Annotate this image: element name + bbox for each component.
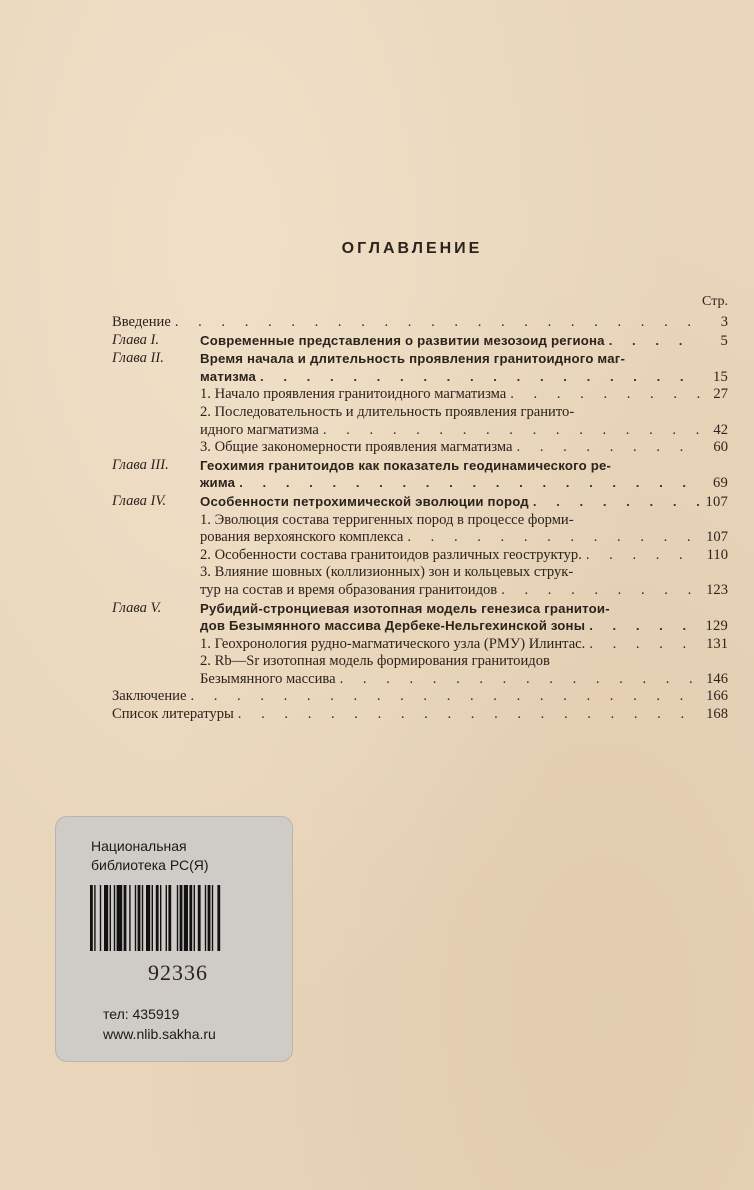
toc-leader-dots <box>239 474 702 492</box>
toc-entry-title: Введение <box>112 314 171 330</box>
toc-page-number: 123 <box>706 581 728 598</box>
table-of-contents <box>112 314 728 724</box>
toc-leader-dots <box>501 582 702 600</box>
toc-leader-dots <box>533 493 702 511</box>
toc-entry-title: жима <box>200 475 236 491</box>
toc-entry-title: Рубидий-стронциевая изотопная модель генезиса гранитои- <box>200 600 610 616</box>
toc-leader-dots <box>323 422 702 440</box>
barcode <box>90 885 276 951</box>
barcode-bar <box>152 885 153 951</box>
toc-entry-title: Заключение <box>112 688 187 705</box>
toc-page-number: 42 <box>713 421 728 438</box>
barcode-bar <box>184 885 188 951</box>
toc-entry-title: Геохимия гранитоидов как показатель геодинамического ре- <box>200 457 612 473</box>
barcode-bar <box>198 885 201 951</box>
toc-entry <box>112 653 728 688</box>
toc-entry <box>112 688 728 706</box>
barcode-bar <box>194 885 195 951</box>
toc-entry <box>112 564 728 599</box>
toc-leader-dots <box>340 671 702 689</box>
toc-page-number: 5 <box>720 332 728 349</box>
toc-entry-title: 3. Общие закономерности проявления магматизма <box>200 439 513 456</box>
barcode-bar <box>189 885 192 951</box>
toc-page-number: 146 <box>706 670 728 687</box>
pages-column-label: Стр. <box>702 294 728 309</box>
toc-entry <box>112 600 728 636</box>
toc-chapter-label: Глава III. <box>112 456 169 473</box>
barcode-bar <box>94 885 95 951</box>
toc-entry-title: Список литературы <box>112 706 234 723</box>
library-name-line1: Национальная <box>91 838 187 854</box>
toc-entry <box>112 512 728 547</box>
toc-entry <box>112 706 728 724</box>
toc-entry-title: 1. Эволюция состава терригенных пород в процессе форми- <box>200 511 574 528</box>
toc-page-number: 110 <box>706 546 728 563</box>
toc-entry-title: 2. Последовательность и длительность проявления гранито- <box>200 403 575 420</box>
toc-entry-title: матизма <box>200 368 257 384</box>
toc-entry <box>112 457 728 493</box>
toc-entry-title: рования верхоянского комплекса <box>200 529 404 546</box>
toc-chapter-label: Глава V. <box>112 599 162 616</box>
toc-leader-dots <box>609 332 702 350</box>
toc-chapter-label: Глава II. <box>112 350 164 367</box>
barcode-bar <box>212 885 213 951</box>
toc-entry <box>112 332 728 351</box>
barcode-bar <box>110 885 111 951</box>
barcode-bar <box>205 885 206 951</box>
toc-entry-title: Современные представления о развитии мезозоид региона <box>200 332 605 348</box>
barcode-bar <box>217 885 220 951</box>
barcode-bar <box>146 885 150 951</box>
toc-entry-title: тур на состав и время образования гранитоидов <box>200 581 498 598</box>
toc-entry <box>112 386 728 404</box>
toc-entry <box>112 439 728 457</box>
toc-entry <box>112 547 728 565</box>
toc-leader-dots <box>589 636 702 654</box>
toc-page-number: 15 <box>713 368 728 385</box>
toc-entry <box>112 404 728 439</box>
toc-chapter-label: Глава I. <box>112 331 160 348</box>
barcode-bar <box>100 885 101 951</box>
barcode-bar <box>160 885 161 951</box>
toc-entry-title: 3. Влияние шовных (коллизионных) зон и кольцевых струк- <box>200 564 574 581</box>
barcode-number: 92336 <box>148 960 208 985</box>
library-website: www.nlib.sakha.ru <box>103 1026 216 1042</box>
toc-chapter-label: Глава IV. <box>112 492 167 509</box>
toc-entry <box>112 350 728 386</box>
toc-leader-dots <box>510 386 702 404</box>
toc-page-number: 69 <box>713 475 728 492</box>
barcode-bar <box>168 885 171 951</box>
barcode-bar <box>90 885 93 951</box>
library-name-line2: библиотека РС(Я) <box>91 857 209 873</box>
barcode-bar <box>177 885 178 951</box>
toc-page-number: 131 <box>706 635 728 652</box>
barcode-bar <box>156 885 159 951</box>
toc-leader-dots <box>589 617 701 635</box>
toc-leader-dots <box>260 368 702 386</box>
toc-leader-dots <box>586 547 702 565</box>
toc-entry <box>112 314 728 332</box>
barcode-bar <box>129 885 130 951</box>
toc-entry-title: идного магматизма <box>200 421 319 438</box>
toc-entry-title: Безымянного массива <box>200 670 336 687</box>
barcode-bar <box>124 885 127 951</box>
barcode-bar <box>166 885 167 951</box>
toc-page-number: 129 <box>705 618 728 635</box>
toc-page-number: 168 <box>706 706 728 723</box>
toc-page-number: 3 <box>720 314 728 330</box>
toc-page-number: 27 <box>713 386 728 403</box>
barcode-bar <box>142 885 143 951</box>
toc-entry-title: Особенности петрохимической эволюции пород <box>200 493 529 509</box>
toc-entry-title: 2. Особенности состава гранитоидов различных геоструктур. <box>200 546 582 563</box>
toc-entry-title: Время начала и длительность проявления гранитоидного маг- <box>200 351 626 367</box>
toc-entry-title: 2. Rb—Sr изотопная модель формирования гранитоидов <box>200 653 550 670</box>
barcode-bar <box>180 885 183 951</box>
toc-leader-dots <box>238 706 702 724</box>
toc-entry <box>112 636 728 654</box>
barcode-bar <box>104 885 108 951</box>
barcode-bar <box>114 885 115 951</box>
toc-page-number: 166 <box>706 688 728 705</box>
toc-page-number: 60 <box>713 439 728 456</box>
toc-leader-dots <box>517 439 702 457</box>
toc-entry <box>112 493 728 512</box>
toc-page-number: 107 <box>705 493 728 510</box>
library-phone: тел: 435919 <box>103 1006 180 1022</box>
barcode-bar <box>135 885 136 951</box>
toc-entry-title: дов Безымянного массива Дербеке-Нельгехинской зоны <box>200 618 586 634</box>
barcode-bar <box>138 885 141 951</box>
toc-leader-dots <box>175 314 702 332</box>
toc-entry-title: 1. Геохронология рудно-магматического узла (РМУ) Илинтас. <box>200 635 586 652</box>
page-title: ОГЛАВЛЕНИЕ <box>341 240 483 257</box>
toc-leader-dots <box>407 529 702 547</box>
barcode-bar <box>208 885 211 951</box>
library-name <box>91 837 281 875</box>
toc-page-number: 107 <box>706 529 728 546</box>
toc-entry-title: 1. Начало проявления гранитоидного магматизма <box>200 386 507 403</box>
barcode-bar <box>117 885 123 951</box>
toc-leader-dots <box>190 688 702 706</box>
